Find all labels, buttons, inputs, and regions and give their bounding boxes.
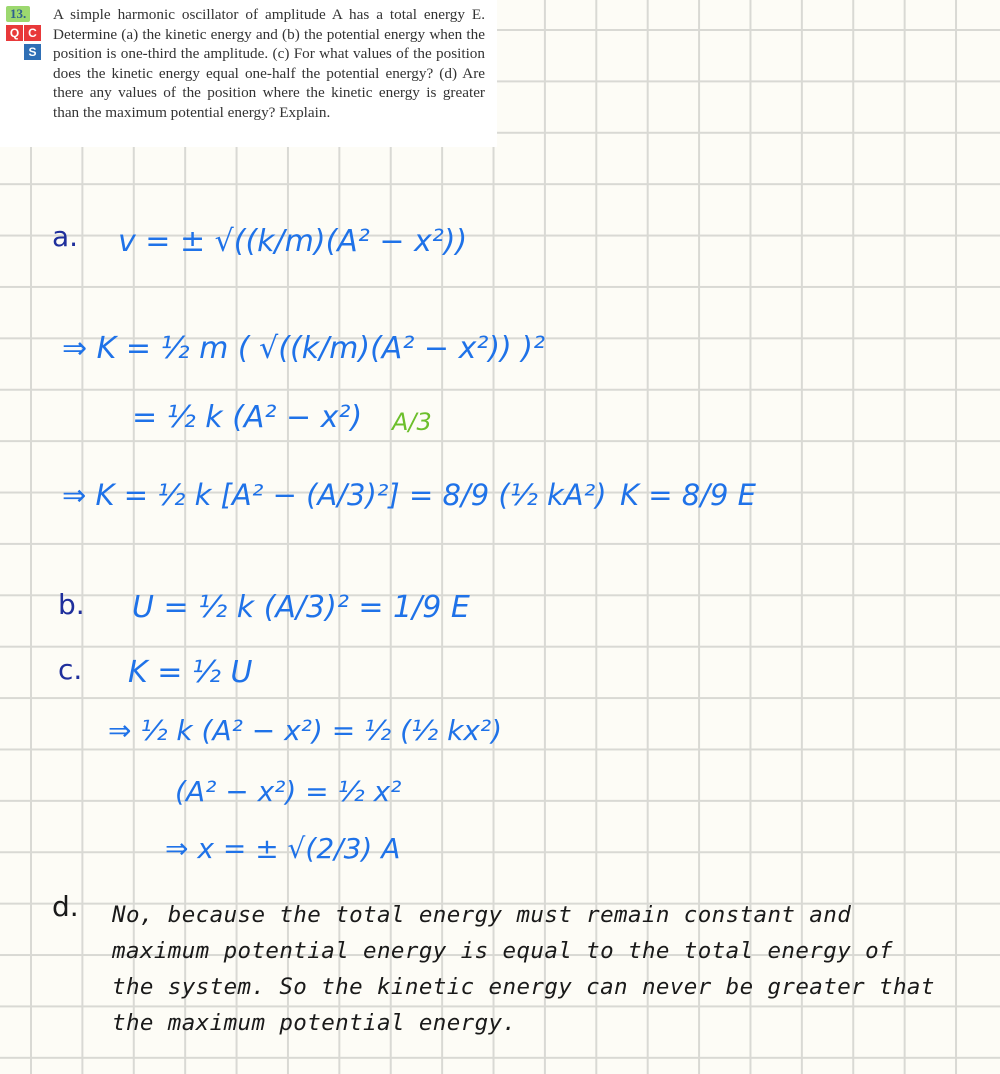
part-a-substitution-note: A/3: [392, 408, 432, 436]
part-a-kinetic-energy: ⇒ K = ½ m ( √((k/m)(A² − x²)) )²: [62, 331, 546, 366]
problem-statement: [0, 0, 497, 147]
part-a-result: K = 8/9 E: [620, 478, 756, 512]
part-a-evaluation: ⇒ K = ½ k [A² − (A/3)²] = 8/9 (½ kA²): [62, 478, 607, 512]
s-badge: S: [24, 44, 41, 60]
problem-number: 13.: [6, 6, 30, 22]
part-d-answer: No, because the total energy must remain constant and maximum potential energy is equal to the total energy of the system. So the kinetic energy can never be greater that the maximum potential energy.: [112, 902, 935, 1036]
part-a-label: a.: [52, 220, 79, 253]
part-d-label: d.: [52, 890, 79, 923]
part-c-label: c.: [58, 653, 83, 686]
part-a-velocity: v = ± √((k/m)(A² − x²)): [118, 224, 468, 259]
part-c-rearranged: (A² − x²) = ½ x²: [175, 775, 402, 808]
part-c-equation: ⇒ ½ k (A² − x²) = ½ (½ kx²): [108, 714, 502, 747]
part-a-simplified: = ½ k (A² − x²): [132, 400, 363, 435]
q-badge: Q: [6, 25, 23, 41]
part-b-potential-energy: U = ½ k (A/3)² = 1/9 E: [132, 590, 470, 625]
part-c-solution: ⇒ x = ± √(2/3) A: [165, 832, 401, 865]
problem-text: A simple harmonic oscillator of amplitude A has a total energy E. Determine (a) the kinetic energy and (b) the potential energy when the position is one-third the amplitude. (c) For what values of the position does the kinetic energy equal one-half the potential energy? (d) Are there any values of the position where the kinetic energy is greater than the maximum potential energy? Explain.: [53, 6, 485, 121]
part-b-label: b.: [58, 588, 85, 621]
part-c-condition: K = ½ U: [128, 655, 253, 690]
c-badge: C: [24, 25, 41, 41]
